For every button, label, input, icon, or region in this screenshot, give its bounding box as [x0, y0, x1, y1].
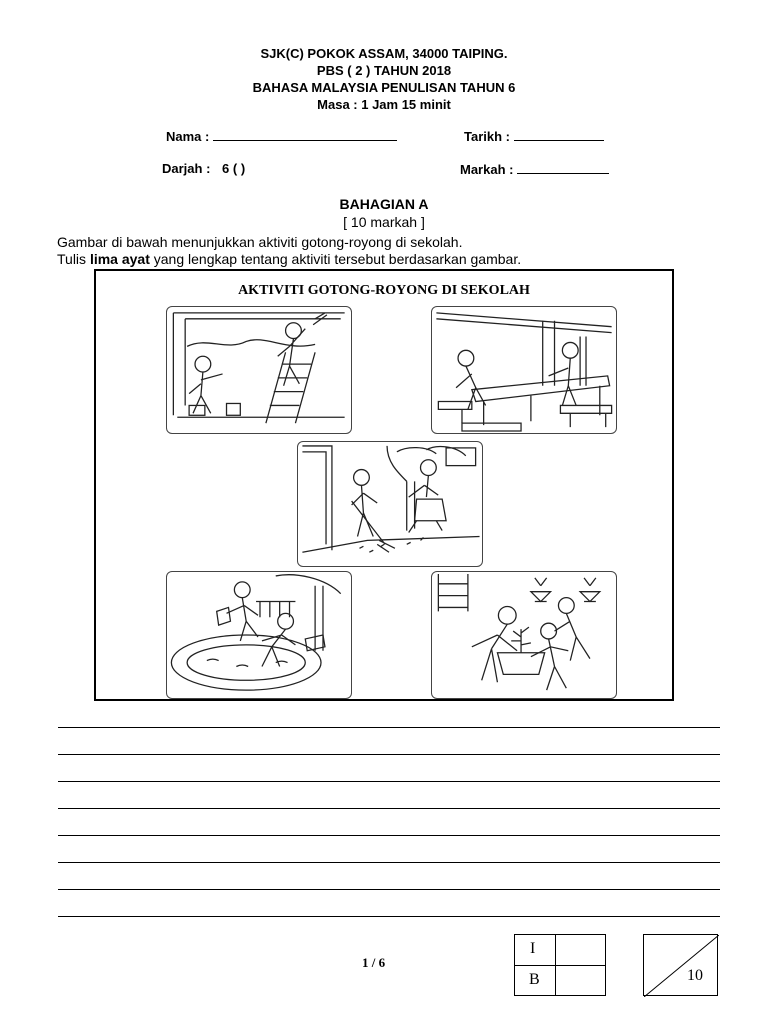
total-marks: 10: [687, 967, 703, 984]
instruction-2: [57, 251, 521, 267]
school-name: SJK(C) POKOK ASSAM, 34000 TAIPING.: [260, 46, 508, 61]
marks-line: [517, 161, 609, 174]
date-line: [514, 128, 604, 141]
writing-line-8[interactable]: [58, 916, 720, 917]
writing-line-2[interactable]: [58, 754, 720, 755]
section-marks: [ 10 markah ]: [343, 214, 425, 230]
marks-field[interactable]: [460, 161, 609, 177]
panel-planting-flowers: [431, 571, 617, 699]
cleaning-pond-illustration: [167, 572, 351, 698]
page-number: 1 / 6: [362, 955, 386, 970]
name-line: [213, 128, 397, 141]
box-label-i: I: [530, 940, 536, 957]
marks-label: Markah :: [460, 162, 514, 177]
instruction-2-post: yang lengkap tentang aktiviti tersebut berdasarkan gambar.: [149, 251, 522, 267]
writing-line-6[interactable]: [58, 862, 720, 863]
writing-line-4[interactable]: [58, 808, 720, 809]
writing-line-1[interactable]: [58, 727, 720, 728]
ib-divider-horizontal: [515, 965, 605, 966]
section-title: BAHAGIAN A: [339, 196, 429, 212]
duration: Masa : 1 Jam 15 minit: [317, 97, 451, 112]
writing-line-3[interactable]: [58, 781, 720, 782]
planting-flowers-illustration: [432, 572, 616, 698]
box-label-b: B: [529, 971, 540, 988]
illustration-frame: [94, 269, 674, 701]
panel-wiping-tables: [431, 306, 617, 434]
writing-line-5[interactable]: [58, 835, 720, 836]
painting-wall-illustration: [167, 307, 351, 433]
instruction-2-pre: Tulis: [57, 251, 90, 267]
instruction-1: Gambar di bawah menunjukkan aktiviti gotong-royong di sekolah.: [57, 234, 463, 250]
date-label: Tarikh :: [464, 129, 510, 144]
panel-painting-wall: [166, 306, 352, 434]
class-field[interactable]: [162, 161, 245, 176]
date-field[interactable]: [464, 128, 604, 144]
illustration-title: AKTIVITI GOTONG-ROYONG DI SEKOLAH: [238, 283, 530, 298]
instruction-2-bold: lima ayat: [89, 251, 150, 267]
name-field[interactable]: [166, 128, 397, 144]
panel-sweeping-leaves: [297, 441, 483, 567]
name-label: Nama :: [166, 129, 210, 144]
assessment-title: PBS ( 2 ) TAHUN 2018: [316, 63, 452, 78]
sweeping-leaves-illustration: [298, 442, 482, 566]
diagonal-slash: [644, 935, 719, 997]
total-marks-box: [643, 934, 718, 996]
class-value: 6 ( ): [222, 161, 246, 176]
subject-title: BAHASA MALAYSIA PENULISAN TAHUN 6: [252, 80, 516, 95]
class-label: Darjah :: [162, 161, 211, 176]
panel-cleaning-pond: [166, 571, 352, 699]
wiping-tables-illustration: [432, 307, 616, 433]
writing-line-7[interactable]: [58, 889, 720, 890]
ib-score-box: [514, 934, 606, 996]
